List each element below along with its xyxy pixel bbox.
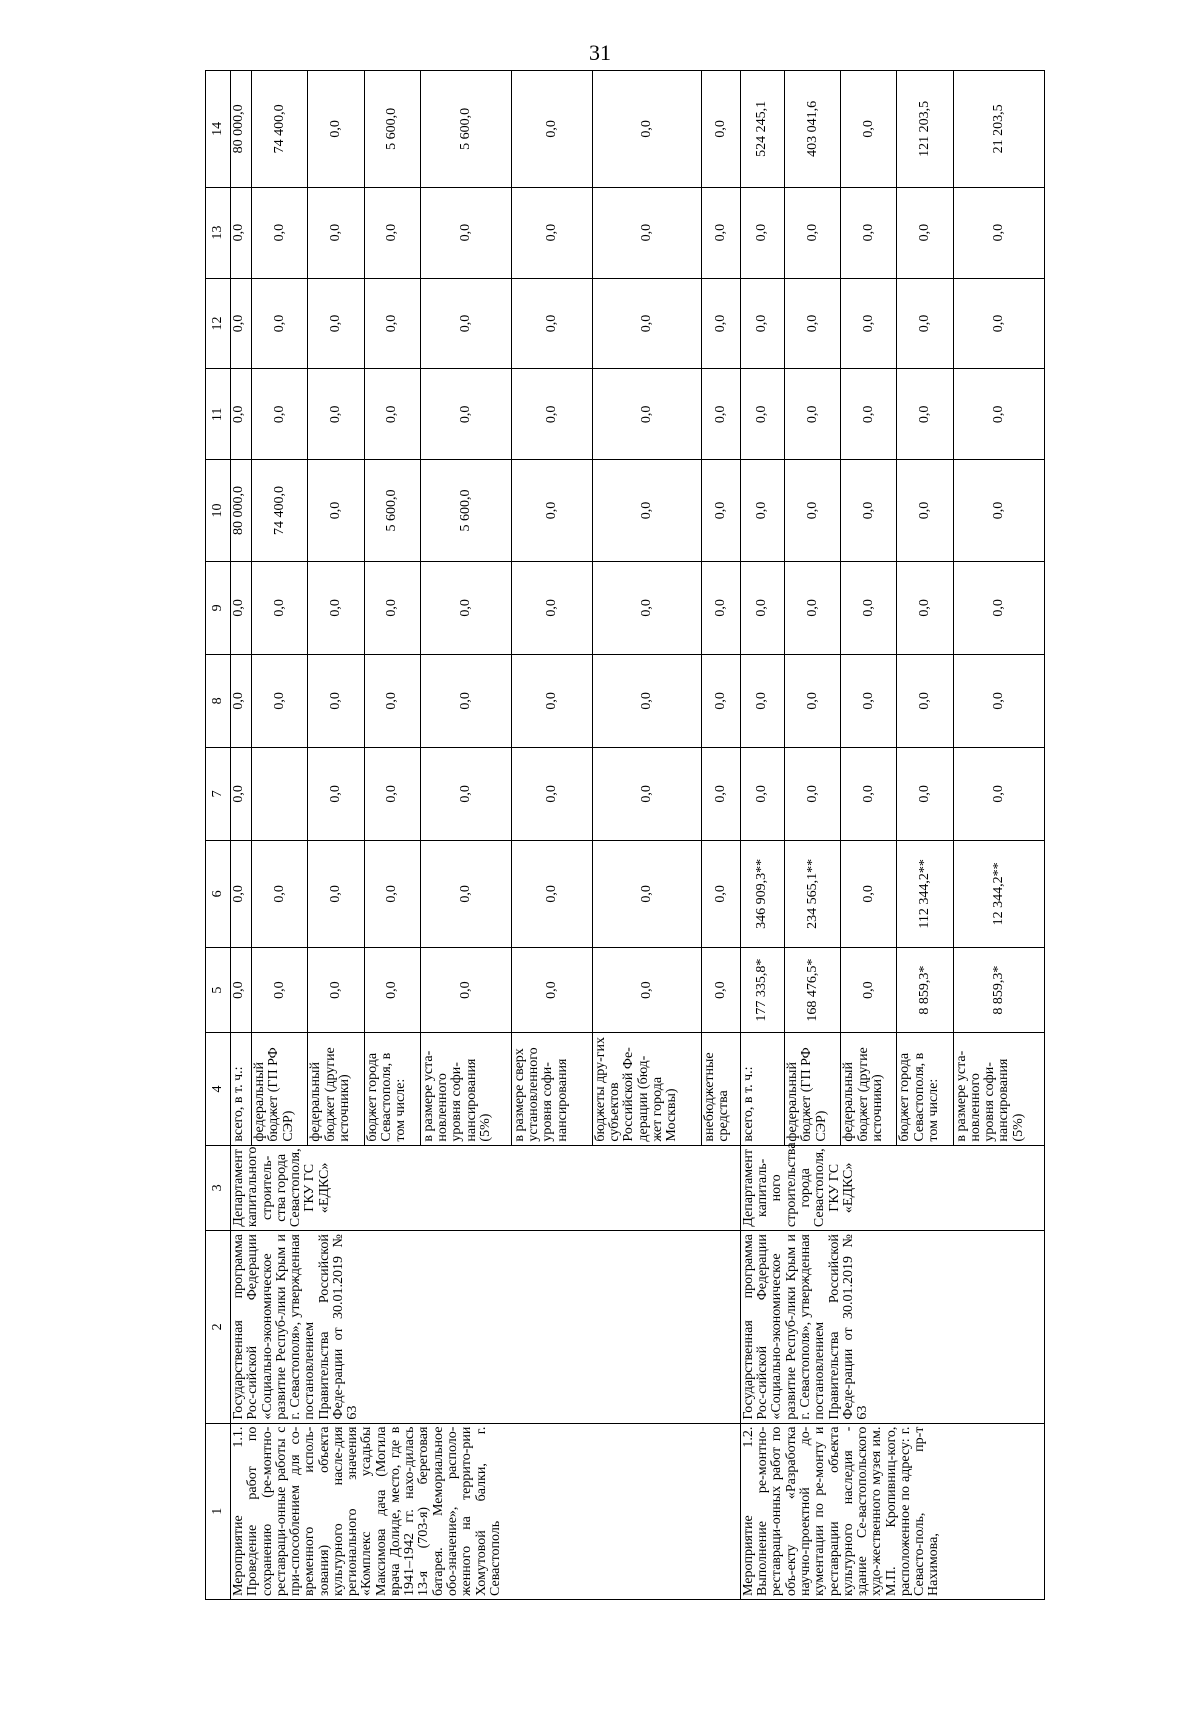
value-cell: 0,0 — [740, 369, 784, 460]
value-cell: 0,0 — [511, 278, 592, 369]
value-cell: 0,0 — [701, 561, 740, 654]
value-cell: 0,0 — [953, 561, 1044, 654]
value-cell: 0,0 — [740, 187, 784, 278]
value-cell: 0,0 — [231, 278, 252, 369]
funding-source-cell: федеральный бюджет (другие источники) — [308, 1033, 364, 1145]
value-cell: 0,0 — [308, 71, 364, 188]
value-cell: 0,0 — [701, 187, 740, 278]
value-cell: 0,0 — [785, 278, 841, 369]
value-cell: 0,0 — [364, 561, 420, 654]
value-cell: 0,0 — [308, 747, 364, 840]
column-number-2: 2 — [206, 1231, 231, 1423]
value-cell: 0,0 — [231, 369, 252, 460]
value-cell: 0,0 — [897, 369, 953, 460]
value-cell: 0,0 — [897, 561, 953, 654]
table-row — [740, 71, 784, 1600]
measure-name-cell: Мероприятие 1.2. Выполнение ре-монтно-реставраци-онных работ по объ-екту «Разработка научно-проектной до-кументации по ре-монту и реставрации объекта культурного наследия - здание Се-вастопольского худо-жественного музея им. М.П. Кропивниц-кого, расположенное по адресу: г. Севасто-поль, пр-т Нахимова, — [740, 1423, 1044, 1599]
value-cell: 0,0 — [785, 187, 841, 278]
value-cell: 0,0 — [511, 561, 592, 654]
value-cell: 0,0 — [231, 654, 252, 747]
value-cell: 0,0 — [308, 369, 364, 460]
funding-source-cell: бюджет города Севастополя, в том числе: — [364, 1033, 420, 1145]
value-cell: 0,0 — [701, 947, 740, 1033]
value-cell: 0,0 — [592, 747, 701, 840]
funding-source-cell: всего, в т. ч.: — [740, 1033, 784, 1145]
value-cell: 0,0 — [592, 654, 701, 747]
column-number-1: 1 — [206, 1423, 231, 1599]
value-cell: 0,0 — [231, 561, 252, 654]
value-cell: 0,0 — [953, 278, 1044, 369]
value-cell: 0,0 — [252, 278, 308, 369]
value-cell: 0,0 — [364, 369, 420, 460]
value-cell: 74 400,0 — [252, 460, 308, 562]
value-cell: 0,0 — [701, 71, 740, 188]
value-cell: 0,0 — [252, 654, 308, 747]
funding-source-cell: бюджеты дру-гих субъектов Российской Фе-дерации (бюд-жет города Москвы) — [592, 1033, 701, 1145]
budget-table — [205, 70, 1045, 1600]
value-cell: 0,0 — [701, 840, 740, 947]
value-cell: 0,0 — [897, 654, 953, 747]
value-cell: 0,0 — [740, 561, 784, 654]
value-cell: 0,0 — [953, 460, 1044, 562]
value-cell: 0,0 — [701, 460, 740, 562]
value-cell: 0,0 — [364, 278, 420, 369]
value-cell: 0,0 — [953, 654, 1044, 747]
value-cell: 0,0 — [308, 187, 364, 278]
value-cell: 0,0 — [420, 947, 511, 1033]
funding-source-cell: в размере уста-новленного уровня софи-нансирования (5%) — [420, 1033, 511, 1145]
value-cell: 0,0 — [841, 747, 897, 840]
value-cell: 8 859,3* — [953, 947, 1044, 1033]
value-cell: 0,0 — [231, 747, 252, 840]
value-cell: 0,0 — [592, 278, 701, 369]
value-cell: 0,0 — [701, 278, 740, 369]
value-cell: 0,0 — [785, 654, 841, 747]
value-cell: 0,0 — [364, 747, 420, 840]
value-cell: 177 335,8* — [740, 947, 784, 1033]
value-cell — [252, 747, 308, 840]
value-cell: 74 400,0 — [252, 71, 308, 188]
column-number-7: 7 — [206, 747, 231, 840]
value-cell: 0,0 — [231, 187, 252, 278]
column-number-13: 13 — [206, 187, 231, 278]
value-cell: 0,0 — [308, 654, 364, 747]
value-cell: 0,0 — [841, 71, 897, 188]
value-cell: 0,0 — [308, 278, 364, 369]
column-number-4: 4 — [206, 1033, 231, 1145]
page-number: 31 — [589, 40, 611, 65]
value-cell: 0,0 — [420, 654, 511, 747]
value-cell: 0,0 — [511, 947, 592, 1033]
value-cell: 0,0 — [308, 947, 364, 1033]
value-cell: 0,0 — [252, 561, 308, 654]
value-cell: 0,0 — [841, 278, 897, 369]
value-cell: 112 344,2** — [897, 840, 953, 947]
value-cell: 0,0 — [841, 561, 897, 654]
column-number-5: 5 — [206, 947, 231, 1033]
rotated-table-wrapper — [205, 70, 1045, 1600]
value-cell: 0,0 — [252, 840, 308, 947]
value-cell: 80 000,0 — [231, 71, 252, 188]
value-cell: 0,0 — [420, 747, 511, 840]
funding-source-cell: федеральный бюджет (ГП РФ СЭР) — [785, 1033, 841, 1145]
column-number-14: 14 — [206, 71, 231, 188]
value-cell: 0,0 — [252, 187, 308, 278]
measure-name-cell: Мероприятие 1.1. Проведение работ по сохранению (ре-монтно-реставраци-онные работы с при-способлением для со-временного исполь-зования) объекта культурного насле-дия регионального значения «Комплекс усадьбы Максимова дача (Могила врача Долиде, место, где в 1941–1942 гг. нахо-дилась 13-я (703-я) береговая батарея. Мемориальное обо-значение», располо-женного на террито-рии Хомутовой балки, г. Севастополь — [231, 1423, 741, 1599]
value-cell: 0,0 — [364, 654, 420, 747]
value-cell: 0,0 — [897, 278, 953, 369]
program-cell: Государственная программа Рос-сийской Федерации «Социально-экономическое развитие Респуб-лики Крым и г. Севастополя», утвержденная постановлением Правительства Российской Феде-рации от 30.01.2019 № 63 — [740, 1231, 1044, 1423]
value-cell: 0,0 — [420, 278, 511, 369]
value-cell: 0,0 — [420, 187, 511, 278]
executor-cell: Департамент капиталь-ного строительства города Севастополя, ГКУ ГС «ЕДКС» — [740, 1145, 1044, 1231]
value-cell: 0,0 — [592, 561, 701, 654]
value-cell: 5 600,0 — [364, 460, 420, 562]
value-cell: 0,0 — [740, 747, 784, 840]
value-cell: 346 909,3** — [740, 840, 784, 947]
value-cell: 0,0 — [701, 654, 740, 747]
value-cell: 0,0 — [785, 747, 841, 840]
value-cell: 0,0 — [592, 460, 701, 562]
value-cell: 0,0 — [420, 840, 511, 947]
value-cell: 0,0 — [953, 369, 1044, 460]
value-cell: 12 344,2** — [953, 840, 1044, 947]
value-cell: 0,0 — [841, 187, 897, 278]
value-cell: 0,0 — [785, 460, 841, 562]
value-cell: 5 600,0 — [364, 71, 420, 188]
value-cell: 0,0 — [740, 460, 784, 562]
funding-source-cell: всего, в т. ч.: — [231, 1033, 252, 1145]
value-cell: 21 203,5 — [953, 71, 1044, 188]
value-cell: 0,0 — [897, 747, 953, 840]
funding-source-cell: в размере сверх установленного уровня софи-нансирования — [511, 1033, 592, 1145]
value-cell: 0,0 — [841, 460, 897, 562]
value-cell: 0,0 — [252, 369, 308, 460]
column-number-12: 12 — [206, 278, 231, 369]
value-cell: 0,0 — [511, 71, 592, 188]
value-cell: 80 000,0 — [231, 460, 252, 562]
value-cell: 0,0 — [364, 947, 420, 1033]
funding-source-cell: внебюджетные средства — [701, 1033, 740, 1145]
value-cell: 0,0 — [592, 71, 701, 188]
program-cell: Государственная программа Рос-сийской Федерации «Социально-экономическое развитие Респуб-лики Крым и г. Севастополя», утвержденная постановлением Правительства Российской Феде-рации от 30.01.2019 № 63 — [231, 1231, 741, 1423]
column-number-9: 9 — [206, 561, 231, 654]
value-cell: 0,0 — [785, 369, 841, 460]
value-cell: 0,0 — [740, 278, 784, 369]
value-cell: 0,0 — [252, 947, 308, 1033]
value-cell: 0,0 — [511, 187, 592, 278]
value-cell: 0,0 — [511, 460, 592, 562]
executor-cell: Департамент капитального строитель-ства города Севастополя, ГКУ ГС «ЕДКС» — [231, 1145, 741, 1231]
value-cell: 0,0 — [592, 947, 701, 1033]
column-number-3: 3 — [206, 1145, 231, 1231]
value-cell: 0,0 — [897, 187, 953, 278]
value-cell: 0,0 — [701, 747, 740, 840]
column-number-11: 11 — [206, 369, 231, 460]
value-cell: 121 203,5 — [897, 71, 953, 188]
column-number-10: 10 — [206, 460, 231, 562]
value-cell: 0,0 — [511, 369, 592, 460]
value-cell: 0,0 — [364, 840, 420, 947]
column-number-row — [206, 71, 231, 1600]
value-cell: 0,0 — [785, 561, 841, 654]
funding-source-cell: федеральный бюджет (ГП РФ СЭР) — [252, 1033, 308, 1145]
column-number-8: 8 — [206, 654, 231, 747]
value-cell: 0,0 — [231, 840, 252, 947]
value-cell: 0,0 — [897, 460, 953, 562]
value-cell: 0,0 — [592, 840, 701, 947]
value-cell: 0,0 — [308, 460, 364, 562]
value-cell: 8 859,3* — [897, 947, 953, 1033]
value-cell: 234 565,1** — [785, 840, 841, 947]
value-cell: 5 600,0 — [420, 460, 511, 562]
value-cell: 0,0 — [953, 187, 1044, 278]
funding-source-cell: бюджет города Севастополя, в том числе: — [897, 1033, 953, 1145]
value-cell: 0,0 — [231, 947, 252, 1033]
value-cell: 168 476,5* — [785, 947, 841, 1033]
value-cell: 0,0 — [511, 654, 592, 747]
value-cell: 0,0 — [841, 840, 897, 947]
value-cell: 524 245,1 — [740, 71, 784, 188]
value-cell: 0,0 — [592, 187, 701, 278]
value-cell: 0,0 — [841, 369, 897, 460]
value-cell: 0,0 — [308, 840, 364, 947]
value-cell: 5 600,0 — [420, 71, 511, 188]
value-cell: 403 041,6 — [785, 71, 841, 188]
value-cell: 0,0 — [841, 654, 897, 747]
value-cell: 0,0 — [308, 561, 364, 654]
value-cell: 0,0 — [364, 187, 420, 278]
value-cell: 0,0 — [420, 561, 511, 654]
value-cell: 0,0 — [841, 947, 897, 1033]
funding-source-cell: федеральный бюджет (другие источники) — [841, 1033, 897, 1145]
value-cell: 0,0 — [511, 747, 592, 840]
value-cell: 0,0 — [740, 654, 784, 747]
value-cell: 0,0 — [953, 747, 1044, 840]
table-row — [231, 71, 252, 1600]
value-cell: 0,0 — [592, 369, 701, 460]
value-cell: 0,0 — [420, 369, 511, 460]
column-number-6: 6 — [206, 840, 231, 947]
value-cell: 0,0 — [701, 369, 740, 460]
value-cell: 0,0 — [511, 840, 592, 947]
funding-source-cell: в размере уста-новленного уровня софи-нансирования (5%) — [953, 1033, 1044, 1145]
